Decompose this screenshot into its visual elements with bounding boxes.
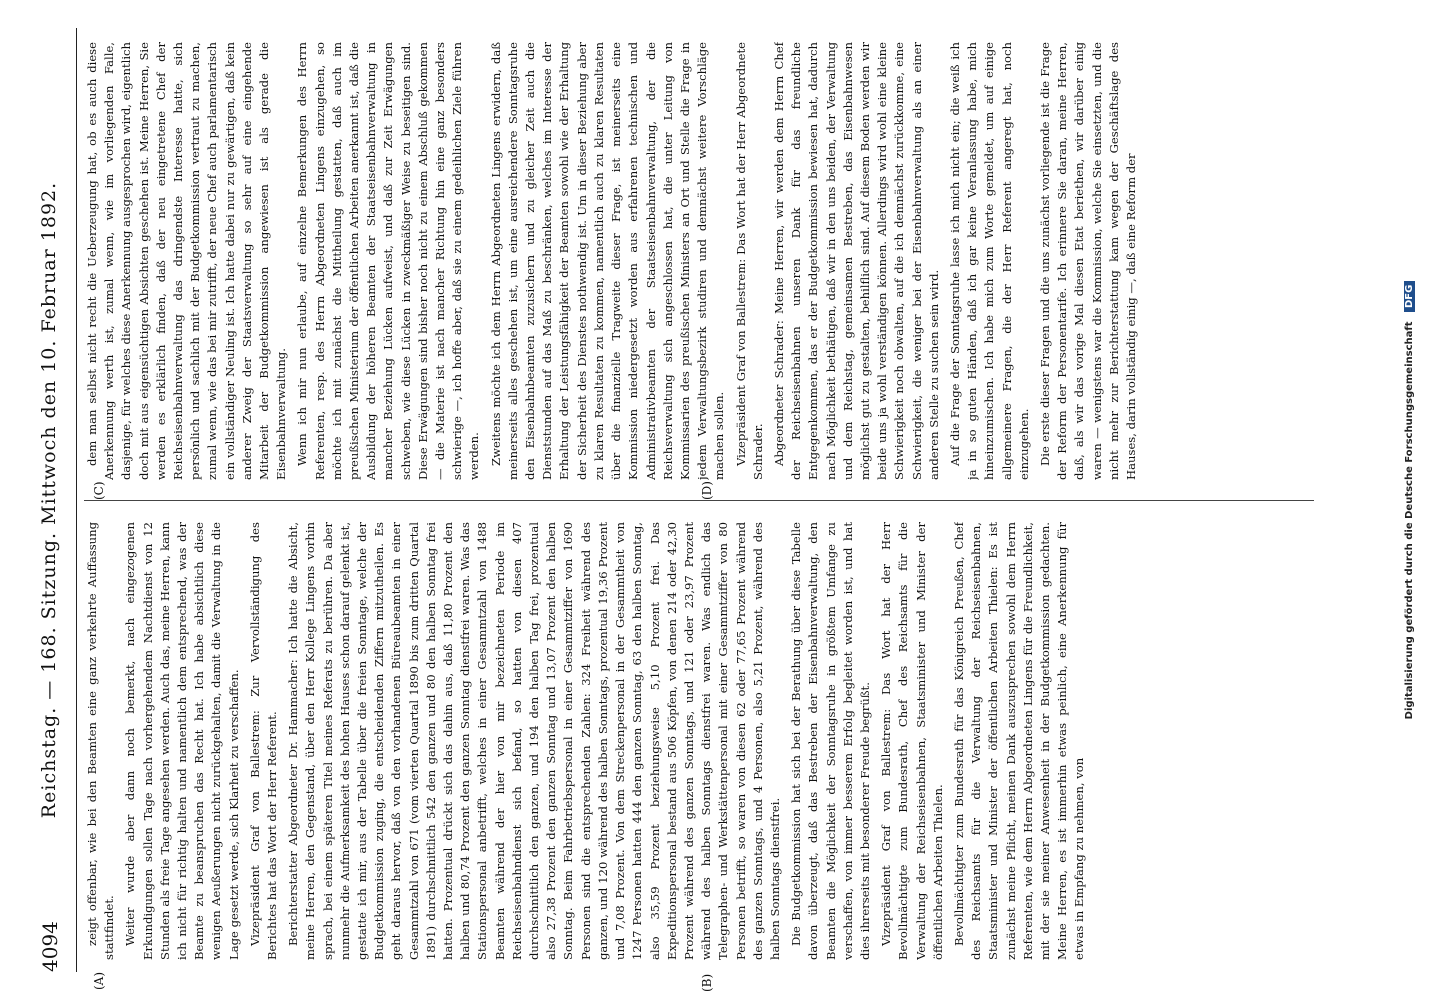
credit-text: Digitalisierung gefördert durch die Deutsche Forschungsgemeinschaft [1404, 321, 1415, 720]
left-column [84, 522, 1314, 960]
column-divider [84, 500, 1314, 501]
paragraph: Weiter wurde aber dann noch bemerkt, nach eingezogenen Erkundigungen sollen Tage nach vorhergehendem Nachtdienst von 12 Stunden als freie Tage angesehen werden. Auch das, meine Herren, kann ich nicht für richtig halten und namentlich dem entsprechend, was der Beamte zu beanspruchen das Recht hat. Ich habe absichtlich diese wenigen Aeußerungen nicht zurückgehalten, damit die Verwaltung in die Lage gesetzt werde, sich Klarheit zu verschaffen. [123, 522, 241, 960]
dfg-logo: DFG [1404, 281, 1415, 312]
paragraph: Bevollmächtigter zum Bundesrath für das Königreich Preußen, Chef des Reichsamts für die Verwaltung der Reichseisenbahnen, Staatsminister und Minister der öffentlichen Arbeiten Thielen: Es ist zunächst meine Pflicht, meinen Dank auszusprechen sowohl dem Herrn Referenten, wie dem Herrn Abgeordneten Lingens für die Freundlichkeit, mit der sie meiner Anwesenheit in der Budgetkommission gedachten. Meine Herren, es ist immerhin etwas peinlich, eine Anerkennung für etwas in Empfang zu nehmen, von [951, 522, 1087, 960]
paragraph: Vizepräsident Graf von Ballestrem: Zur Vervollständigung des Berichtes hat das Wort der Herr Referent. [247, 522, 280, 960]
right-column [84, 42, 1314, 480]
paragraph: Zweitens möchte ich dem Herrn Abgeordneten Lingens erwidern, daß meinerseits alles geschehen ist, um eine ausreichendere Sonntagsruhe den Eisenbahnbeamten zuzusichern und zu gleicher Zeit auch die Dienststunden auf das Maß zu beschränken, welches im Interesse der Erhaltung der Leistungsfähigkeit der Beamten sowohl wie der Erhaltung der Sicherheit des Dienstes nothwendig ist. Um in dieser Beziehung aber zu klaren Resultaten zu kommen, namentlich auch zu klaren Resultaten über die finanzielle Tragweite dieser Frage, ist meinerseits eine Kommission niedergesetzt worden aus erfahrenen technischen und Administrativbeamten der Staatseisenbahnverwaltung, der die Reichsverwaltung sich angeschlossen hat, die unter Leitung von Kommissarien des preußischen Ministers an Ort und Stelle die Frage in jedem Verwaltungsbezirk studiren und demnächst weitere Vorschläge machen sollen. [488, 42, 727, 480]
digitization-credit [1404, 0, 1415, 1000]
paragraph: zeigt offenbar, wie bei den Beamten eine ganz verkehrte Auffassung stattfindet. [85, 522, 117, 960]
margin-mark-b: (B) [700, 973, 714, 992]
margin-mark-a: (A) [92, 971, 106, 990]
running-head: Reichstag. — 168. Sitzung. Mittwoch den 10. Februar 1892. [38, 181, 60, 819]
margin-mark-c: (C) [92, 481, 106, 500]
paragraph: Auf die Frage der Sonntagsruhe lasse ich mich nicht ein; die weiß ich ja in so guten Händen, daß ich gar keine Veranlassung habe, mich hineinzumischen. Ich habe mich zum Worte gemeldet, um auf einige allgemeinere Fragen, die der Herr Referent angeregt hat, noch einzugehen. [947, 42, 1031, 480]
paragraph: Berichterstatter Abgeordneter Dr. Hammacher: Ich hatte die Absicht, meine Herren, den Gegenstand, über den Herr Kollege Lingens vorhin sprach, bei einem späteren Titel meines Referats zu berühren. Da aber nunmehr die Aufmerksamkeit des hohen Hauses schon darauf gelenkt ist, gestatte ich mir, aus der Tabelle über die freien Sonntage, welche der Budgetkommission zuging, die entscheidenden Ziffern mitzutheilen. Es geht daraus hervor, daß von den vorhandenen Büreaubeamten in einer Gesammtzahl von 671 (vom vierten Quartal 1890 bis zum dritten Quartal 1891) durchschnittlich 542 den ganzen und 80 den halben Sonntag frei hatten. Prozentual drückt sich das dahin aus, daß 11,80 Prozent den halben und 80,74 Prozent den ganzen Sonntag dienstfrei waren. Was das Stationspersonal anbetrifft, welches in einer Gesammtzahl von 1488 Beamten während der hier von mir bezeichneten Periode im Reichseisenbahndienst sich befand, so hatten von diesen 407 durchschnittlich den ganzen, und 194 den halben Tag frei, prozentual also 27,38 Prozent den ganzen Sonntag und 13,07 Prozent den halben Sonntag. Beim Fahrbetriebspersonal in einer Gesammtziffer von 1690 Personen sind die entsprechenden Zahlen: 324 Freiheit während des ganzen, und 120 während des halben Sonntags, prozentual 19,36 Prozent und 7,08 Prozent. Von dem Streckenpersonal in der Gesammtheit von 1247 Personen hatten 444 den ganzen Sonntag, 63 den halben Sonntag, also 35,59 Prozent beziehungsweise 5,10 Prozent frei. Das Expeditionspersonal bestand aus 506 Köpfen, von denen 214 oder 42,30 Prozent während des ganzen Sonntags, und 121 oder 23,97 Prozent während des halben Sonntags dienstfrei waren. Was endlich das Telegraphen- und Werkstättenpersonal mit einer Gesammtziffer von 80 Personen betrifft, so waren von diesen 62 oder 77,65 Prozent während des ganzen Sonntags, und 4 Personen, also 5,21 Prozent, während des halben Sonntags dienstfrei. [286, 522, 782, 960]
paragraph: Die erste dieser Fragen und die uns zunächst vorliegende ist die Frage der Reform der Personentarife. Ich erinnere Sie daran, meine Herren, daß, als wir das vorige Mal diesen Etat beriethen, wir darüber einig waren — wenigstens war die Kommission, welche Sie einsetzten, und die nicht mehr zur Berichterstattung kam wegen der Geschäftslage des Hauses, darin vollständig einig —, daß eine Reform der [1037, 42, 1138, 480]
page-header [30, 28, 70, 972]
margin-mark-d: (D) [700, 481, 714, 500]
paragraph: dem man selbst nicht recht die Ueberzeugung hat, ob es auch diese Anerkennung werth ist, zumal wenn, wie im vorliegenden Falle, dasjenige, für welches diese Anerkennung ausgesprochen wird, eigentlich doch mit aus eigensüchtigen Absichten geschehen ist. Meine Herren, Sie werden es erklärlich finden, daß der neu eingetretene Chef der Reichseisenbahnverwaltung das dringendste Interesse hatte, sich persönlich und sachlich mit der Budgetkommission vertraut zu machen, zumal wenn, wie das bei mir zutrifft, der neue Chef auch parlamentarisch ein vollständiger Neuling ist. Ich hatte dabei nur zu gewärtigen, daß kein anderer Zweig der Staatsverwaltung so sehr auf eine eingehende Mitarbeit der Budgetkommission angewiesen ist als gerade die Eisenbahnverwaltung. [85, 42, 289, 480]
header-rule [76, 28, 77, 972]
page-number: 4094 [38, 921, 62, 972]
paragraph: Die Budgetkommission hat sich bei der Berathung über diese Tabelle davon überzeugt, daß das Bestreben der Eisenbahnverwaltung, den Beamten die Möglichkeit der Sonntagsruhe in größtem Umfange zu verschaffen, von immer besserem Erfolg begleitet worden ist, und hat dies ihrerseits mit besonderer Freude begrüßt. [789, 522, 872, 960]
paragraph: Vizepräsident Graf von Ballestrem: Das Wort hat der Herr Bevollmächtigte zum Bundesrath, Chef des Reichsamts für die Verwaltung der Reichseisenbahnen, Staatsminister und Minister der öffentlichen Arbeiten Thielen. [879, 522, 945, 960]
paragraph: Wenn ich mir nun erlaube, auf einzelne Bemerkungen des Herrn Referenten, resp. des Herrn Abgeordneten Lingens einzugehen, so möchte ich mit zunächst die Mittheilung gestatten, daß auch im preußischen Ministerium der öffentlichen Arbeiten anerkannt ist, daß die Ausbildung der höheren Beamten der Staatseisenbahnverwaltung in mancher Beziehung Lücken aufweist, und daß zur Zeit Erwägungen schweben, wie diese Lücken in zweckmäßiger Weise zu beseitigen sind. Diese Erwägungen sind bisher noch nicht zu einem Abschluß gekommen — die Materie ist nach mancher Richtung hin eine ganz besonders schwierige —, ich hoffe aber, daß sie zu einem gedeihlichen Ziele führen werden. [295, 42, 482, 480]
paragraph: Vizepräsident Graf von Ballestrem: Das Wort hat der Herr Abgeordnete Schrader. [733, 42, 765, 480]
paragraph: Abgeordneter Schrader: Meine Herren, wir werden dem Herrn Chef der Reichseisenbahnen unseren Dank für das freundliche Entgegenkommen, das er der Budgetkommission bewiesen hat, dadurch nach Möglichkeit bethätigen, daß wir in den uns beiden, der Verwaltung und dem Reichstag, gemeinsamen Bestreben, das Eisenbahnwesen möglichst gut zu gestalten, behilflich sind. Auf diesem Boden werden wir beide uns ja wohl verständigen können. Allerdings wird wohl eine kleine Schwierigkeit noch obwalten, auf die ich demnächst zurückkomme, eine Schwierigkeit, die weniger bei der Eisenbahnverwaltung als an einer anderen Stelle zu suchen sein wird. [771, 42, 941, 480]
